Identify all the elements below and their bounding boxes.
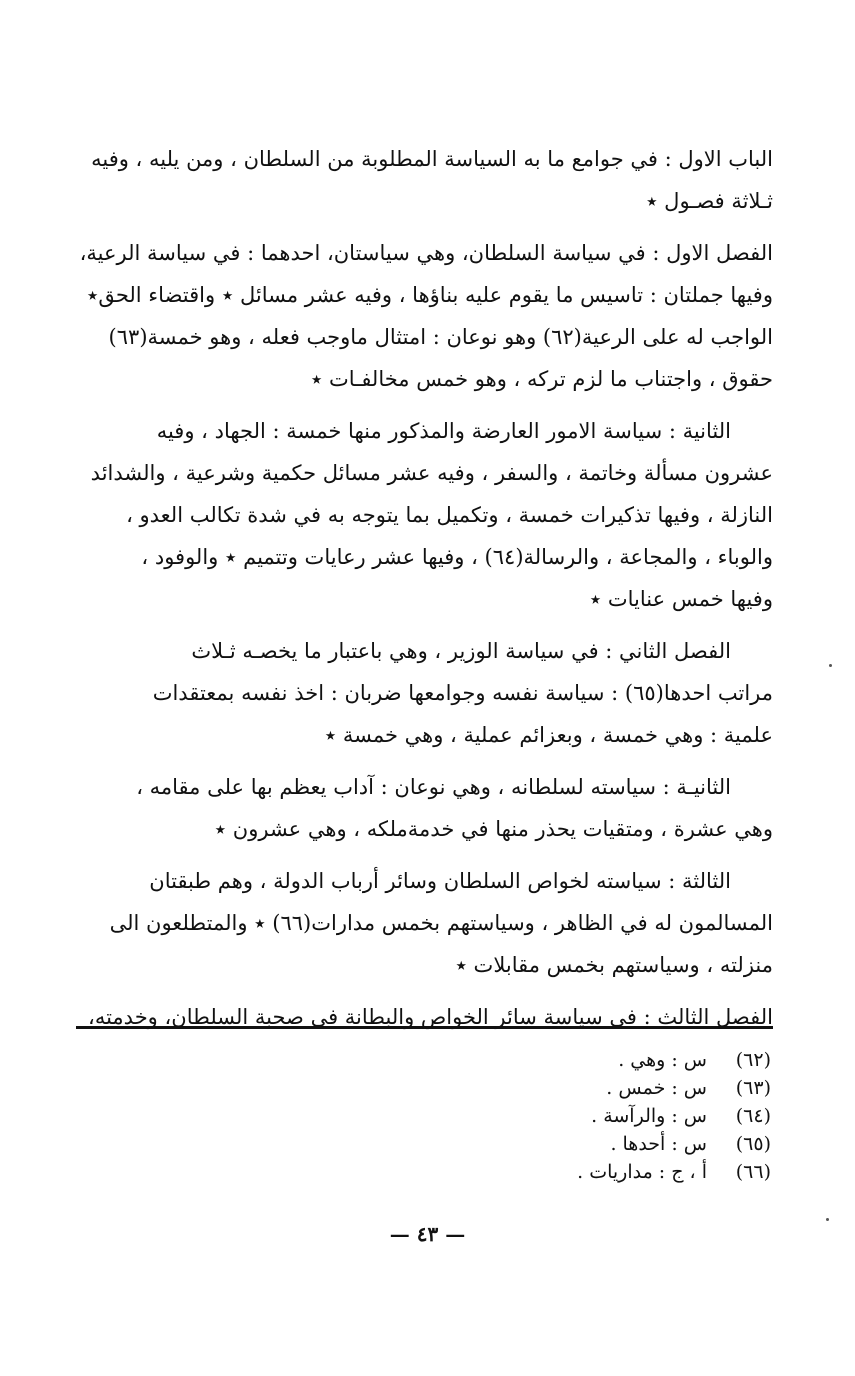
text-line: الثانيـة : سياسته لسلطانه ، وهي نوعان : آداب يعظم بها على مقامه ، — [136, 775, 731, 799]
footnote-item — [431, 1046, 771, 1074]
footnote-number: (٦٢) — [735, 1049, 771, 1071]
text-line: وفيها جملتان : تاسيس ما يقوم عليه بناؤها ، وفيه عشر مسائل ٭ واقتضاء الحق٭ — [86, 283, 773, 307]
footnote-item — [431, 1074, 771, 1102]
footnote-divider — [76, 1026, 773, 1029]
text-line: الفصل الاول : في سياسة السلطان، وهي سياستان، احدهما : في سياسة الرعية، — [79, 241, 773, 265]
text-line: الفصل الثالث : في سياسة سائر الخواص والبطانة في صحبة السلطان، وخدمته، — [88, 1005, 773, 1029]
footnote-text: س : وهي . — [618, 1049, 707, 1071]
paragraph-chapter-one — [76, 138, 773, 222]
text-line: الباب الاول : في جوامع ما به السياسة المطلوبة من السلطان ، ومن يليه ، وفيه — [91, 147, 773, 171]
text-line: الثالثة : سياسته لخواص السلطان وسائر أرباب الدولة ، وهم طبقتان — [149, 869, 731, 893]
footnote-item — [431, 1158, 771, 1186]
paragraph-second-rank — [76, 766, 773, 850]
text-line: علمية : وهي خمسة ، وبعزائم عملية ، وهي خمسة ٭ — [324, 723, 773, 747]
footnote-item — [431, 1130, 771, 1158]
text-line: حقوق ، واجتناب ما لزم تركه ، وهو خمس مخالفـات ٭ — [310, 367, 773, 391]
main-text — [76, 138, 773, 1048]
footnote-number: (٦٤) — [735, 1105, 771, 1127]
paragraph-third-rank — [76, 860, 773, 986]
footnote-number: (٦٣) — [735, 1077, 771, 1099]
text-line: مراتب احدها(٦٥) : سياسة نفسه وجوامعها ضربان : اخذ نفسه بمعتقدات — [152, 681, 773, 705]
text-line: النازلة ، وفيها تذكيرات خمسة ، وتكميل بما يتوجه به في شدة تكالب العدو ، — [126, 503, 773, 527]
text-line: الفصل الثاني : في سياسة الوزير ، وهي باعتبار ما يخصـه ثـلاث — [191, 639, 731, 663]
footnote-text: س : خمس . — [606, 1077, 707, 1099]
footnote-text: س : والرآسة . — [591, 1105, 707, 1127]
footnote-number: (٦٦) — [735, 1161, 771, 1183]
text-line: عشرون مسألة وخاتمة ، والسفر ، وفيه عشر مسائل حكمية وشرعية ، والشدائد — [90, 461, 773, 485]
text-line: ثـلاثة فصـول ٭ — [646, 189, 773, 213]
text-line: منزلته ، وسياستهم بخمس مقابلات ٭ — [455, 953, 773, 977]
text-line: وفيها خمس عنايات ٭ — [589, 587, 773, 611]
scan-speck — [829, 664, 832, 667]
footnote-item — [431, 1102, 771, 1130]
footnote-text: أ ، ج : مداريات . — [577, 1161, 707, 1183]
page-number: — ٤٣ — — [389, 1222, 466, 1246]
text-line: والوباء ، والمجاعة ، والرسالة(٦٤) ، وفيها عشر رعايات وتتميم ٭ والوفود ، — [141, 545, 773, 569]
paragraph-section-three — [76, 996, 773, 1038]
footnote-text: س : أحدها . — [610, 1133, 707, 1155]
text-line: الواجب له على الرعية(٦٢) وهو نوعان : امتثال ماوجب فعله ، وهو خمسة(٦٣) — [108, 325, 773, 349]
text-line: وهي عشرة ، ومتقيات يحذر منها في خدمةملكه ، وهي عشرون ٭ — [214, 817, 773, 841]
footnote-number: (٦٥) — [735, 1133, 771, 1155]
text-line: الثانية : سياسة الامور العارضة والمذكور منها خمسة : الجهاد ، وفيه — [156, 419, 731, 443]
paragraph-second-policy — [76, 410, 773, 620]
scan-speck — [826, 1218, 829, 1221]
text-line: المسالمون له في الظاهر ، وسياستهم بخمس مدارات(٦٦) ٭ والمتطلعون الى — [109, 911, 773, 935]
paragraph-section-one — [76, 232, 773, 400]
paragraph-section-two — [76, 630, 773, 756]
footnotes — [431, 1046, 771, 1186]
